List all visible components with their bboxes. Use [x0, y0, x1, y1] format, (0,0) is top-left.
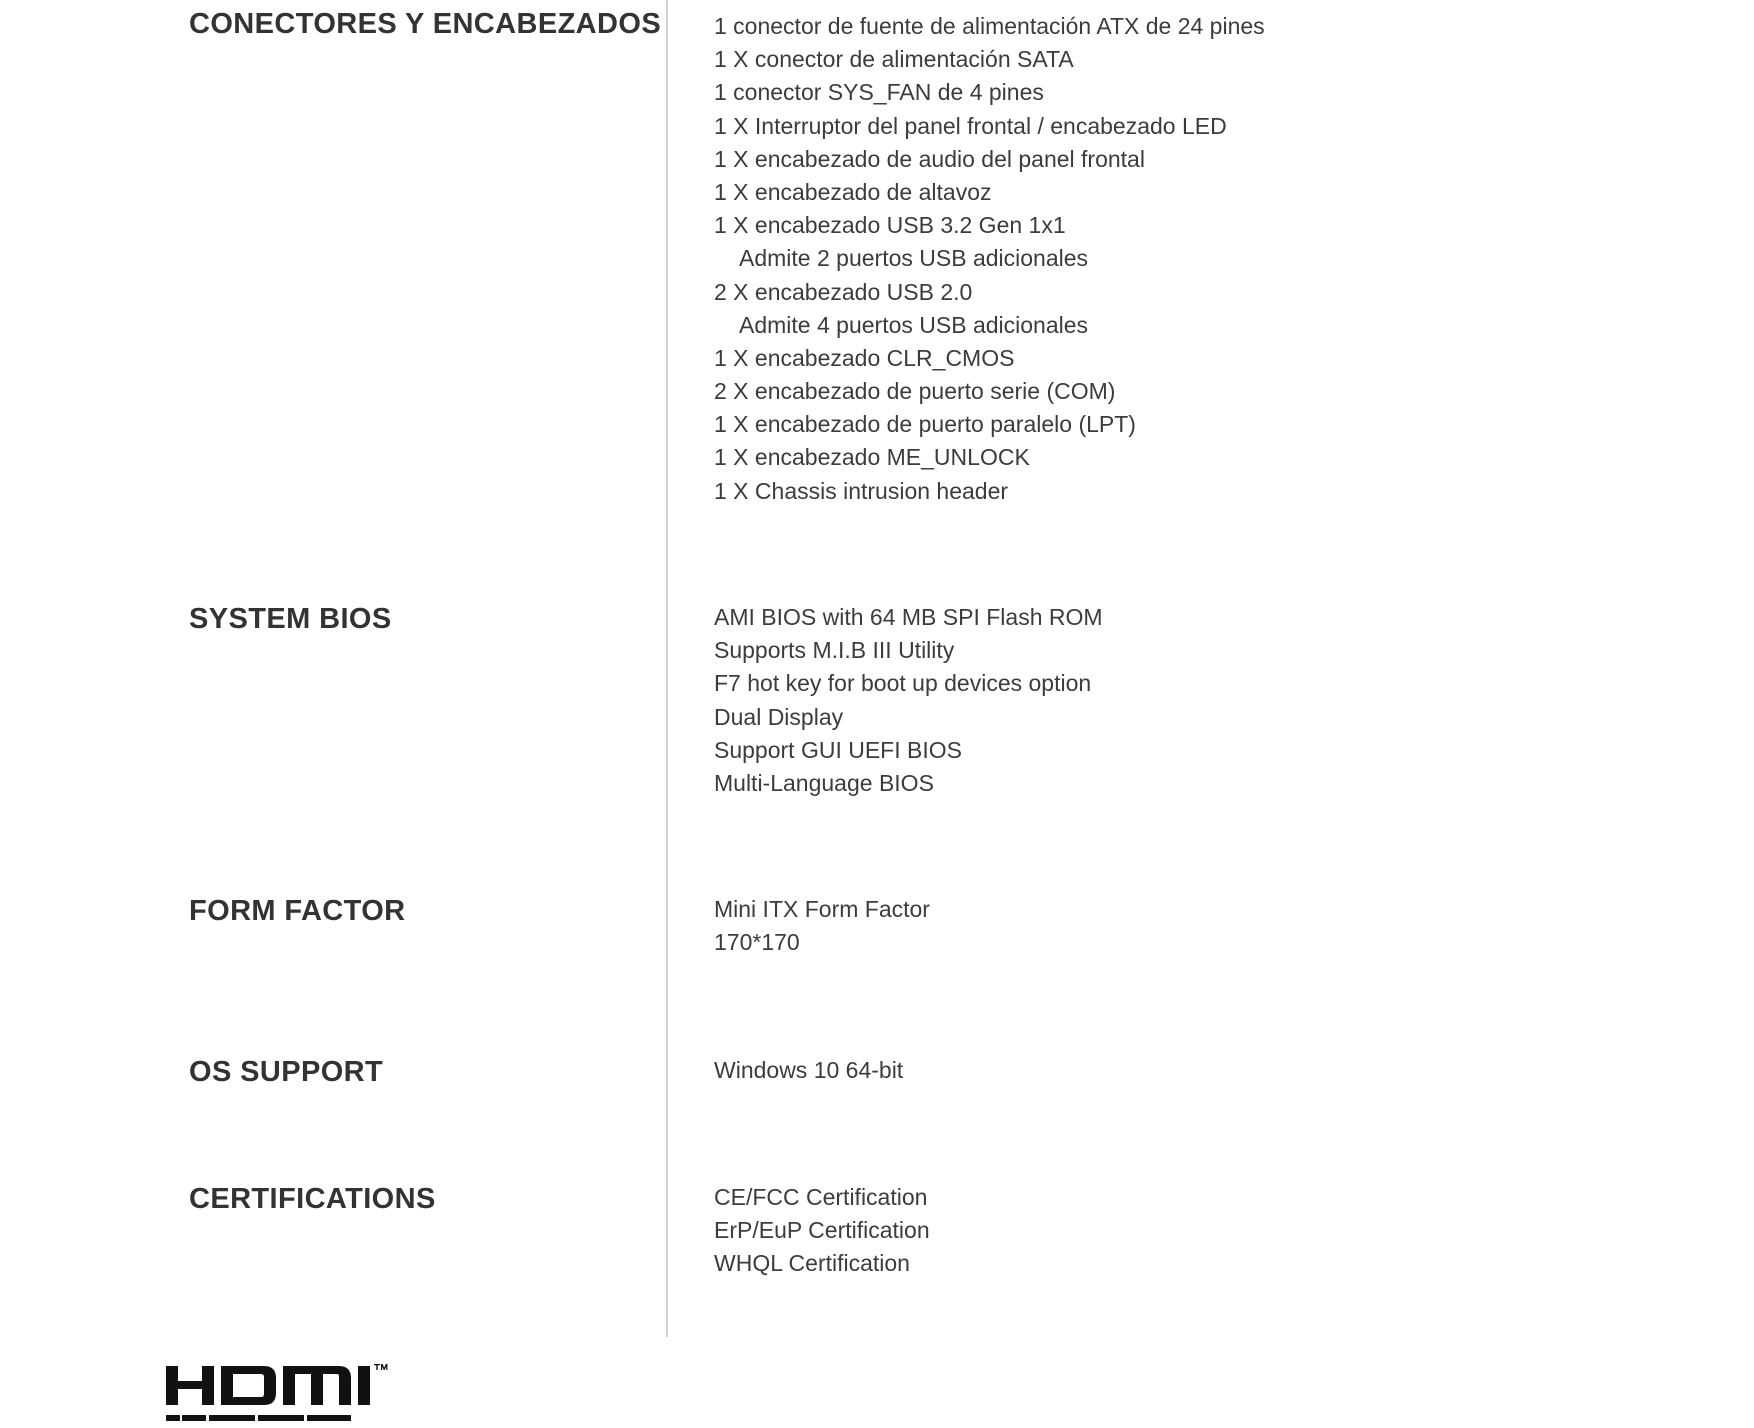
spec-list — [714, 1054, 903, 1087]
spec-line: 1 X encabezado ME_UNLOCK — [714, 444, 1030, 471]
spec-line: Support GUI UEFI BIOS — [714, 736, 962, 763]
section-title: FORM FACTOR — [189, 895, 406, 927]
column-divider — [666, 0, 668, 1337]
hdmi-logo — [164, 1364, 404, 1426]
spec-line: 1 X encabezado CLR_CMOS — [714, 344, 1015, 371]
spec-line-indented: Admite 4 puertos USB adicionales — [739, 311, 1089, 338]
hdmi-tagline — [166, 1415, 351, 1421]
spec-list — [714, 1181, 930, 1281]
spec-line: F7 hot key for boot up devices option — [714, 670, 1092, 697]
spec-line: 170*170 — [714, 929, 800, 956]
trademark-mark — [374, 1364, 387, 1370]
section-title: CONECTORES Y ENCABEZADOS — [189, 8, 662, 40]
spec-line: Dual Display — [714, 703, 844, 730]
spec-list — [714, 893, 930, 959]
hdmi-wordmark — [166, 1366, 370, 1405]
spec-line: 1 X Chassis intrusion header — [714, 477, 1009, 504]
spec-line: Mini ITX Form Factor — [714, 896, 930, 922]
spec-line: 2 X encabezado de puerto serie (COM) — [714, 378, 1116, 405]
section-title: OS SUPPORT — [189, 1056, 384, 1088]
spec-line: 1 X conector de alimentación SATA — [714, 46, 1074, 73]
spec-line: 1 X encabezado USB 3.2 Gen 1x1 — [714, 212, 1066, 239]
spec-line: WHQL Certification — [714, 1250, 910, 1277]
spec-line: 1 X Interruptor del panel frontal / encabezado LED — [714, 112, 1227, 139]
spec-line: ErP/EuP Certification — [714, 1217, 930, 1244]
spec-line: CE/FCC Certification — [714, 1184, 928, 1210]
section-title: SYSTEM BIOS — [189, 603, 392, 635]
spec-line: Multi-Language BIOS — [714, 769, 934, 796]
spec-list — [714, 601, 1103, 800]
spec-line: 1 X encabezado de altavoz — [714, 178, 992, 205]
spec-line: 1 X encabezado de puerto paralelo (LPT) — [714, 411, 1136, 438]
spec-line: 2 X encabezado USB 2.0 — [714, 278, 973, 305]
spec-line-indented: Admite 2 puertos USB adicionales — [739, 245, 1089, 272]
spec-line: 1 conector SYS_FAN de 4 pines — [714, 79, 1044, 106]
spec-line: 1 X encabezado de audio del panel frontal — [714, 145, 1145, 172]
spec-line: Supports M.I.B III Utility — [714, 637, 955, 664]
section-title: CERTIFICATIONS — [189, 1183, 436, 1215]
spec-list — [714, 10, 1265, 508]
spec-line: Windows 10 64-bit — [714, 1057, 904, 1083]
spec-line: AMI BIOS with 64 MB SPI Flash ROM — [714, 604, 1103, 630]
spec-line: 1 conector de fuente de alimentación ATX de 24 pines — [714, 13, 1265, 39]
